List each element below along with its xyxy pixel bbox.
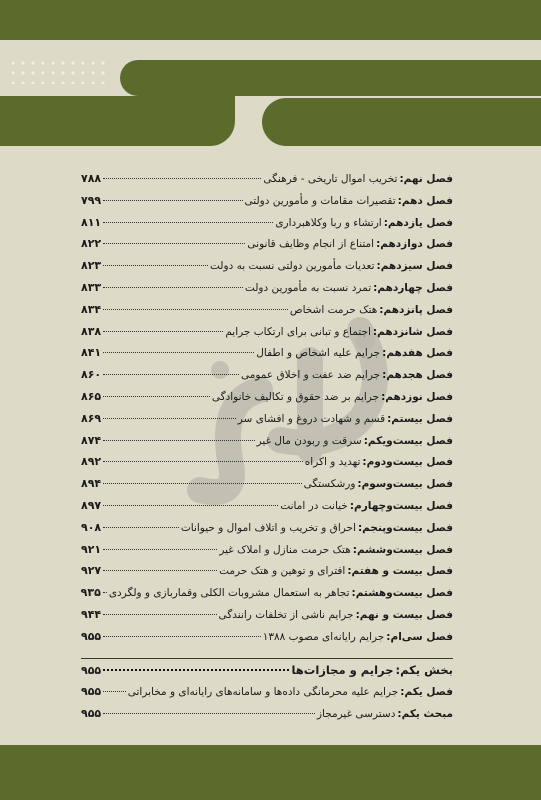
chapter-label: فصل بیست‌وهشتم:: [351, 587, 453, 600]
dot-leader: [103, 178, 261, 179]
chapter-label: فصل بیستم:: [387, 412, 453, 425]
chapter-label: فصل یکم:: [400, 685, 453, 698]
dot-leader: [103, 527, 179, 528]
toc-row[interactable]: [81, 346, 453, 368]
dot-leader: [103, 461, 303, 462]
chapter-label: فصل بیست‌وپنجم:: [357, 521, 453, 534]
toc-row[interactable]: [81, 237, 453, 259]
chapter-label: فصل بیست‌ویکم:: [363, 434, 453, 447]
page-number: ۸۳۳: [81, 280, 102, 294]
section-divider: [81, 658, 453, 660]
page-number: ۸۳۸: [81, 324, 102, 338]
page-number: ۸۶۰: [81, 368, 102, 382]
chapter-title: قسم و شهادت دروغ و افشای سر: [237, 412, 386, 425]
page-number: ۸۷۴: [81, 433, 102, 447]
dot-leader: [103, 614, 216, 615]
page-number: ۸۳۴: [81, 302, 102, 316]
dot-leader: [103, 691, 126, 692]
chapter-title: دسترسی غیرمجاز: [316, 707, 396, 720]
chapter-label: فصل چهاردهم:: [373, 281, 453, 294]
chapter-label: فصل هجدهم:: [382, 369, 453, 382]
page-number: ۸۹۴: [81, 477, 102, 491]
page-number: ۸۴۱: [81, 346, 102, 360]
dot-leader: [103, 331, 223, 332]
header-band: [0, 0, 541, 40]
chapter-label: فصل بیست‌وسوم:: [357, 478, 453, 491]
chapter-title: ورشکستگی: [303, 478, 356, 491]
toc-row[interactable]: [81, 685, 453, 707]
chapter-label: فصل دوازدهم:: [376, 238, 453, 251]
chapter-label: فصل دهم:: [397, 194, 453, 207]
dot-pattern: [8, 58, 108, 84]
page-number: ۹۰۸: [81, 520, 102, 534]
table-of-contents: [81, 172, 453, 728]
chapter-label: فصل یازدهم:: [383, 216, 453, 229]
page-number: ۹۲۷: [81, 564, 102, 578]
page-number: ۹۲۱: [81, 542, 102, 556]
toc-row[interactable]: [81, 608, 453, 630]
chapter-title: ارتشاء و ربا وکلاهبرداری: [275, 216, 382, 229]
toc-row[interactable]: [81, 707, 453, 729]
chapter-label: فصل بیست و هفتم:: [347, 565, 453, 578]
toc-row[interactable]: [81, 499, 453, 521]
dot-leader: [103, 418, 236, 419]
page-number: ۸۹۷: [81, 498, 102, 512]
toc-row[interactable]: [81, 390, 453, 412]
chapter-title: تمرد نسبت به مأمورین دولت: [244, 281, 372, 294]
toc-row[interactable]: [81, 172, 453, 194]
dot-leader: [103, 243, 245, 244]
toc-row[interactable]: [81, 303, 453, 325]
toc-row[interactable]: [81, 543, 453, 565]
chapter-label: مبحث یکم:: [397, 707, 453, 720]
chapter-title: خیانت در امانت: [280, 499, 348, 512]
toc-row[interactable]: [81, 434, 453, 456]
toc-row[interactable]: [81, 455, 453, 477]
chapter-title: هتک حرمت منازل و املاک غیر: [219, 543, 351, 556]
dot-leader: [103, 483, 301, 484]
header-shape-left: [0, 96, 235, 146]
dot-leader: [103, 549, 217, 550]
dot-leader: [103, 222, 273, 223]
dot-leader: [103, 570, 217, 571]
page-number: ۸۱۱: [81, 215, 102, 229]
chapter-label: فصل بیست‌وششم:: [352, 543, 453, 556]
dot-leader: [103, 309, 288, 310]
chapter-label: فصل بیست‌ودوم:: [362, 456, 453, 469]
chapter-title: جرایم رایانه‌ای مصوب ۱۳۸۸: [262, 630, 385, 643]
chapter-title: جرایم علیه محرمانگی داده‌ها و سامانه‌های رایانه‌ای و مخابراتی: [127, 685, 399, 698]
dot-leader: [103, 287, 243, 288]
chapter-title: اجتماع و تبانی برای ارتکاب جرایم: [225, 325, 371, 338]
page-number: ۹۳۵: [80, 586, 101, 600]
chapter-title: جرایم ضد عفت و اخلاق عمومی: [240, 369, 381, 382]
chapter-title: افترای و توهین و هتک حرمت: [219, 565, 346, 578]
toc-row[interactable]: [81, 325, 453, 347]
page-number: ۷۸۸: [81, 172, 102, 185]
footer-band: [0, 745, 541, 800]
chapter-title: تقصیرات مقامات و مأمورین دولتی: [244, 194, 396, 207]
chapter-label: فصل سیزدهم:: [376, 260, 453, 273]
toc-section-row[interactable]: [81, 663, 453, 685]
dot-leader: [103, 200, 242, 201]
toc-row[interactable]: [81, 564, 453, 586]
dot-leader: [103, 636, 261, 637]
page-number: ۷۹۹: [81, 193, 102, 207]
dot-leader: [103, 669, 289, 671]
chapter-label: فصل شانزدهم:: [372, 325, 453, 338]
chapter-title: احراق و تخریب و اتلاف اموال و حیوانات: [180, 521, 356, 534]
chapter-label: فصل نهم:: [399, 173, 453, 185]
toc-row[interactable]: [81, 194, 453, 216]
page-number: ۸۶۹: [81, 411, 102, 425]
page-number: ۸۹۲: [81, 455, 102, 469]
chapter-title: امتناع از انجام وظایف قانونی: [247, 238, 375, 251]
chapter-title: تخریب اموال تاریخی - فرهنگی: [263, 173, 398, 185]
header-shape-lower-right: [262, 98, 541, 146]
page-number: ۸۲۳: [81, 259, 102, 273]
chapter-label: فصل بیست‌وچهارم:: [349, 499, 453, 512]
chapter-title: جرایم بر ضد حقوق و تکالیف خانوادگی: [211, 390, 380, 403]
toc-row[interactable]: [81, 586, 453, 608]
chapter-title: جرایم ناشی از تخلفات رانندگی: [218, 608, 354, 621]
toc-row[interactable]: [81, 216, 453, 238]
chapter-title: جرایم علیه اشخاص و اطفال: [256, 347, 381, 360]
chapter-label: فصل سی‌ام:: [386, 630, 453, 643]
chapter-label: فصل نوزدهم:: [381, 390, 453, 403]
dot-leader: [103, 592, 107, 593]
toc-row[interactable]: [81, 630, 453, 652]
dot-leader: [103, 396, 210, 397]
toc-row[interactable]: [81, 281, 453, 303]
page-number: ۹۵۵: [81, 706, 102, 720]
page-number: ۸۲۲: [81, 237, 102, 251]
section-title: جرایم و مجازات‌ها: [291, 663, 394, 678]
chapter-title: تجاهر به استعمال مشروبات الکلی وقماربازی و ولگردی: [108, 587, 350, 600]
chapter-title: هتک حرمت اشخاص: [289, 303, 378, 316]
section-label: بخش یکم:: [395, 663, 453, 678]
dot-leader: [103, 505, 278, 506]
toc-row[interactable]: [81, 259, 453, 281]
chapter-title: تعدیات مأمورین دولتی نسبت به دولت: [210, 260, 375, 273]
dot-leader: [103, 352, 254, 353]
toc-row[interactable]: [81, 368, 453, 390]
page-number: ۹۵۵: [81, 629, 102, 643]
chapter-label: فصل هفدهم:: [382, 347, 453, 360]
page-number: ۹۴۴: [81, 607, 102, 621]
chapter-label: فصل پانزدهم:: [379, 303, 453, 316]
dot-leader: [103, 265, 208, 266]
toc-row[interactable]: [81, 412, 453, 434]
header-shape-right: [120, 60, 541, 96]
section-page: ۹۵۵: [81, 664, 102, 678]
chapter-title: سرقت و ربودن مال غیر: [256, 434, 362, 447]
page-number: ۸۶۵: [81, 389, 102, 403]
toc-row[interactable]: [81, 521, 453, 543]
dot-leader: [103, 713, 315, 714]
dot-leader: [103, 374, 239, 375]
dot-leader: [103, 440, 254, 441]
page-number: ۹۵۵: [81, 684, 102, 698]
chapter-title: تهدید و اکراه: [304, 456, 361, 469]
chapter-label: فصل بیست و نهم:: [355, 608, 453, 621]
toc-row[interactable]: [81, 477, 453, 499]
